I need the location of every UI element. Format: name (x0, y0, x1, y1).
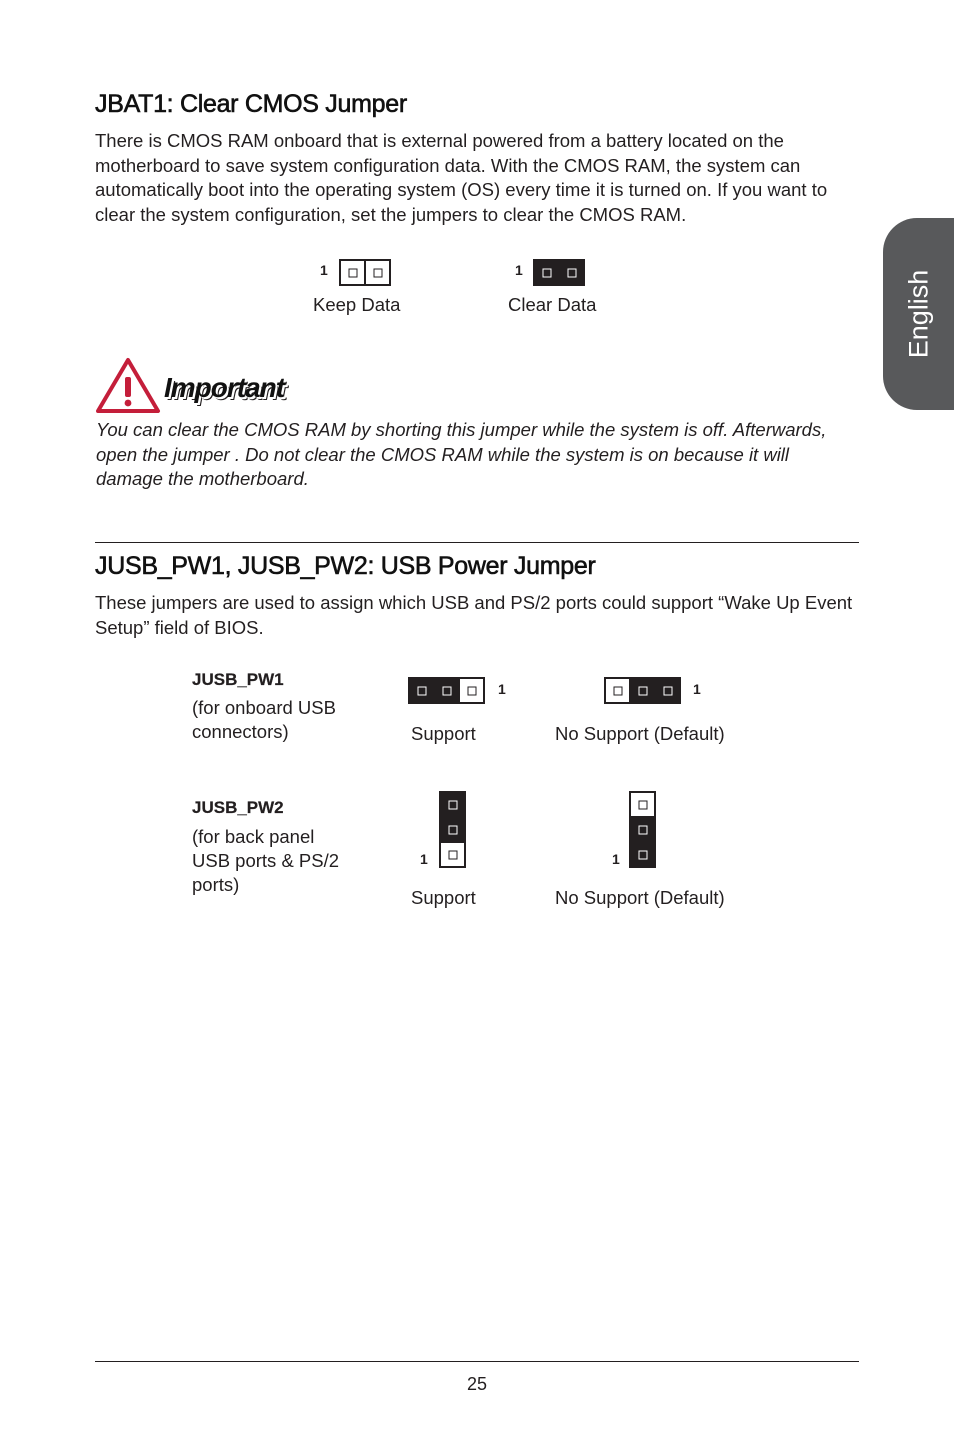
jumper-pin-shorted (439, 791, 466, 818)
important-heading: Important (164, 372, 285, 403)
jusb-pw1-desc-line1: (for onboard USB (192, 697, 336, 718)
jusb-pw2-nosupport-label: No Support (Default) (555, 887, 725, 908)
keep-data-jumper-diagram (339, 259, 389, 286)
jusb-heading: JUSB_PW1, JUSB_PW2: USB Power Jumper (95, 552, 596, 580)
jumper-pin-open (364, 259, 391, 286)
keep-data-label: Keep Data (313, 294, 401, 315)
jusb-pw2-desc-line1: (for back panel (192, 826, 315, 847)
clear-data-label: Clear Data (508, 294, 597, 315)
jusb-pw1-name: JUSB_PW1 (192, 670, 284, 689)
jusb-pw1-nosupport-pin1-marker: 1 (693, 681, 701, 697)
jumper-pin-shorted (558, 259, 585, 286)
jusb-pw1-nosupport-jumper (604, 677, 679, 704)
jusb-pw1-support-label: Support (411, 723, 476, 744)
jusb-pw2-support-label: Support (411, 887, 476, 908)
jusb-pw2-nosupport-pin1-marker: 1 (612, 851, 620, 867)
jumper-pin-shorted (439, 816, 466, 843)
important-note: You can clear the CMOS RAM by shorting this jumper while the system is off. Afterwards, open the jumper . Do not clear the CMOS RAM while the system is on because it will damage the motherboard. (96, 419, 827, 489)
jumper-pin-open (629, 791, 656, 818)
jumper-pin-shorted (629, 841, 656, 868)
jbat1-heading: JBAT1: Clear CMOS Jumper (95, 90, 407, 118)
jumper-pin-open (604, 677, 631, 704)
jusb-pw2-desc-line3: ports) (192, 874, 240, 895)
footer-rule (95, 1361, 859, 1362)
jumper-pin-shorted (654, 677, 681, 704)
jusb-pw1-nosupport-label: No Support (Default) (555, 723, 725, 744)
jusb-pw2-support-pin1-marker: 1 (420, 851, 428, 867)
jbat1-description: There is CMOS RAM onboard that is external powered from a battery located on the motherboard to save system configuration data. With the CMOS RAM, the system can automatically boot into the operating system (OS) every time it is turned on. If you want to clear the system configuration, set the jumpers to clear the CMOS RAM. (95, 130, 828, 225)
jusb-pw2-name: JUSB_PW2 (192, 798, 284, 817)
jusb-pw2-nosupport-jumper (629, 791, 656, 866)
keep-data-pin1-marker: 1 (320, 262, 328, 278)
language-tab-label: English (903, 269, 933, 359)
jumper-pin-shorted (408, 677, 435, 704)
warning-icon (95, 357, 161, 414)
jusb-pw2-support-jumper (439, 791, 466, 866)
jusb-pw1-support-jumper (408, 677, 483, 704)
jumper-pin-shorted (629, 816, 656, 843)
jumper-pin-shorted (433, 677, 460, 704)
jusb-pw1-support-pin1-marker: 1 (498, 681, 506, 697)
jumper-pin-shorted (533, 259, 560, 286)
jumper-pin-open (339, 259, 366, 286)
page-number: 25 (466, 1374, 488, 1394)
clear-data-jumper-diagram (533, 259, 583, 286)
jusb-pw1-desc-line2: connectors) (192, 721, 289, 742)
jumper-pin-open (439, 841, 466, 868)
language-tab[interactable] (883, 218, 954, 410)
jusb-pw2-desc-line2: USB ports & PS/2 (192, 850, 340, 871)
jusb-description: These jumpers are used to assign which USB and PS/2 ports could support “Wake Up Event Setup” field of BIOS. (95, 592, 853, 638)
section-divider (95, 542, 859, 543)
jumper-pin-shorted (629, 677, 656, 704)
jumper-pin-open (458, 677, 485, 704)
clear-data-pin1-marker: 1 (515, 262, 523, 278)
